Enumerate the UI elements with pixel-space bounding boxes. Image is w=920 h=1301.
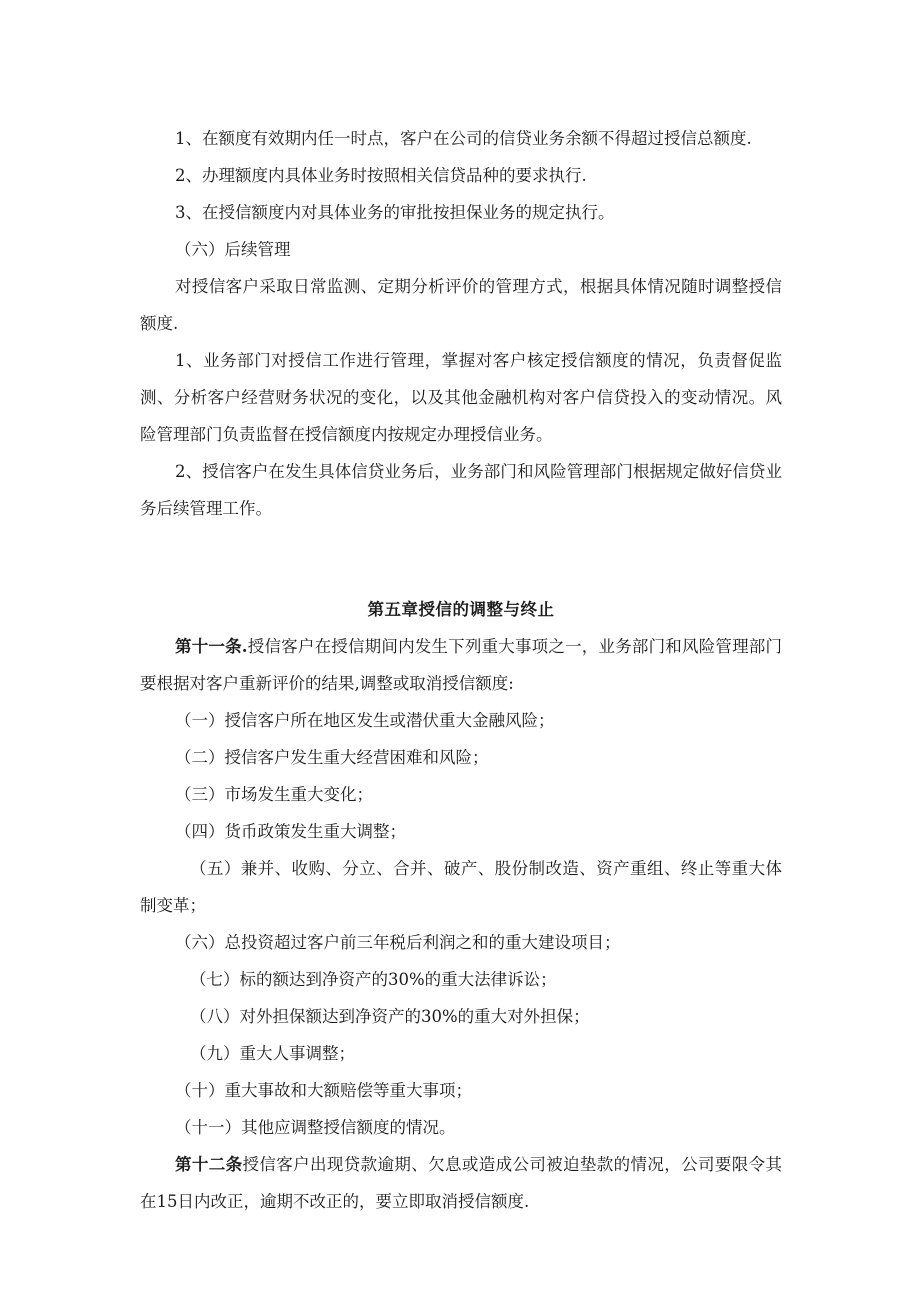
spacer [140,527,782,591]
article-text: 授信客户出现贷款逾期、欠息或造成公司被迫垫款的情况，公司要限令其在15日内改正，逾期不改正的，要立即取消授信额度. [140,1155,783,1211]
document-body [140,120,782,1220]
article-label: 第十二条 [175,1155,243,1174]
paragraph: 1、在额度有效期内任一时点，客户在公司的信贷业务余额不得超过授信总额度. [175,129,752,148]
article-label: 第十一条. [175,637,248,656]
paragraph: 2、办理额度内具体业务时按照相关信贷品种的要求执行. [175,166,587,185]
paragraph: 1、业务部门对授信工作进行管理，掌握对客户核定授信额度的情况，负责督促监测、分析客户经营财务状况的变化，以及其他金融机构对客户信贷投入的变动情况。风险管理部门负责监督在授信额度内按规定办理授信业务。 [140,351,782,444]
list-item: （一）授信客户所在地区发生或潜伏重大金融风险； [175,711,555,730]
paragraph: 对授信客户采取日常监测、定期分析评价的管理方式，根据具体情况随时调整授信额度. [140,277,782,333]
list-item: （十一）其他应调整授信额度的情况。 [175,1118,456,1137]
section-heading: （六）后续管理 [175,240,291,259]
paragraph: 3、在授信额度内对具体业务的审批按担保业务的规定执行。 [175,203,615,222]
list-item: （七）标的额达到净资产的30%的重大法律诉讼； [190,970,557,989]
list-item: （九）重大人事调整； [190,1044,355,1063]
list-item: （八）对外担保额达到净资产的30%的重大对外担保； [190,1007,590,1026]
list-item: （六）总投资超过客户前三年税后利润之和的重大建设项目； [175,933,621,952]
article-12 [140,1146,782,1220]
paragraph: 2、授信客户在发生具体信贷业务后，业务部门和风险管理部门根据规定做好信贷业务后续管理工作。 [140,462,782,518]
list-item: （三）市场发生重大变化； [175,785,373,804]
article-11 [140,628,782,702]
list-item: （十）重大事故和大额赔偿等重大事项； [175,1081,472,1100]
list-item: （二）授信客户发生重大经营困难和风险； [175,748,489,767]
article-text: 授信客户在授信期间内发生下列重大事项之一，业务部门和风险管理部门要根据对客户重新评价的结果,调整或取消授信额度: [140,637,783,693]
list-item: （五）兼并、收购、分立、合并、破产、股份制改造、资产重组、终止等重大体制变革； [140,859,782,915]
list-item: （四）货币政策发生重大调整； [175,822,406,841]
chapter-title: 第五章授信的调整与终止 [367,600,555,619]
